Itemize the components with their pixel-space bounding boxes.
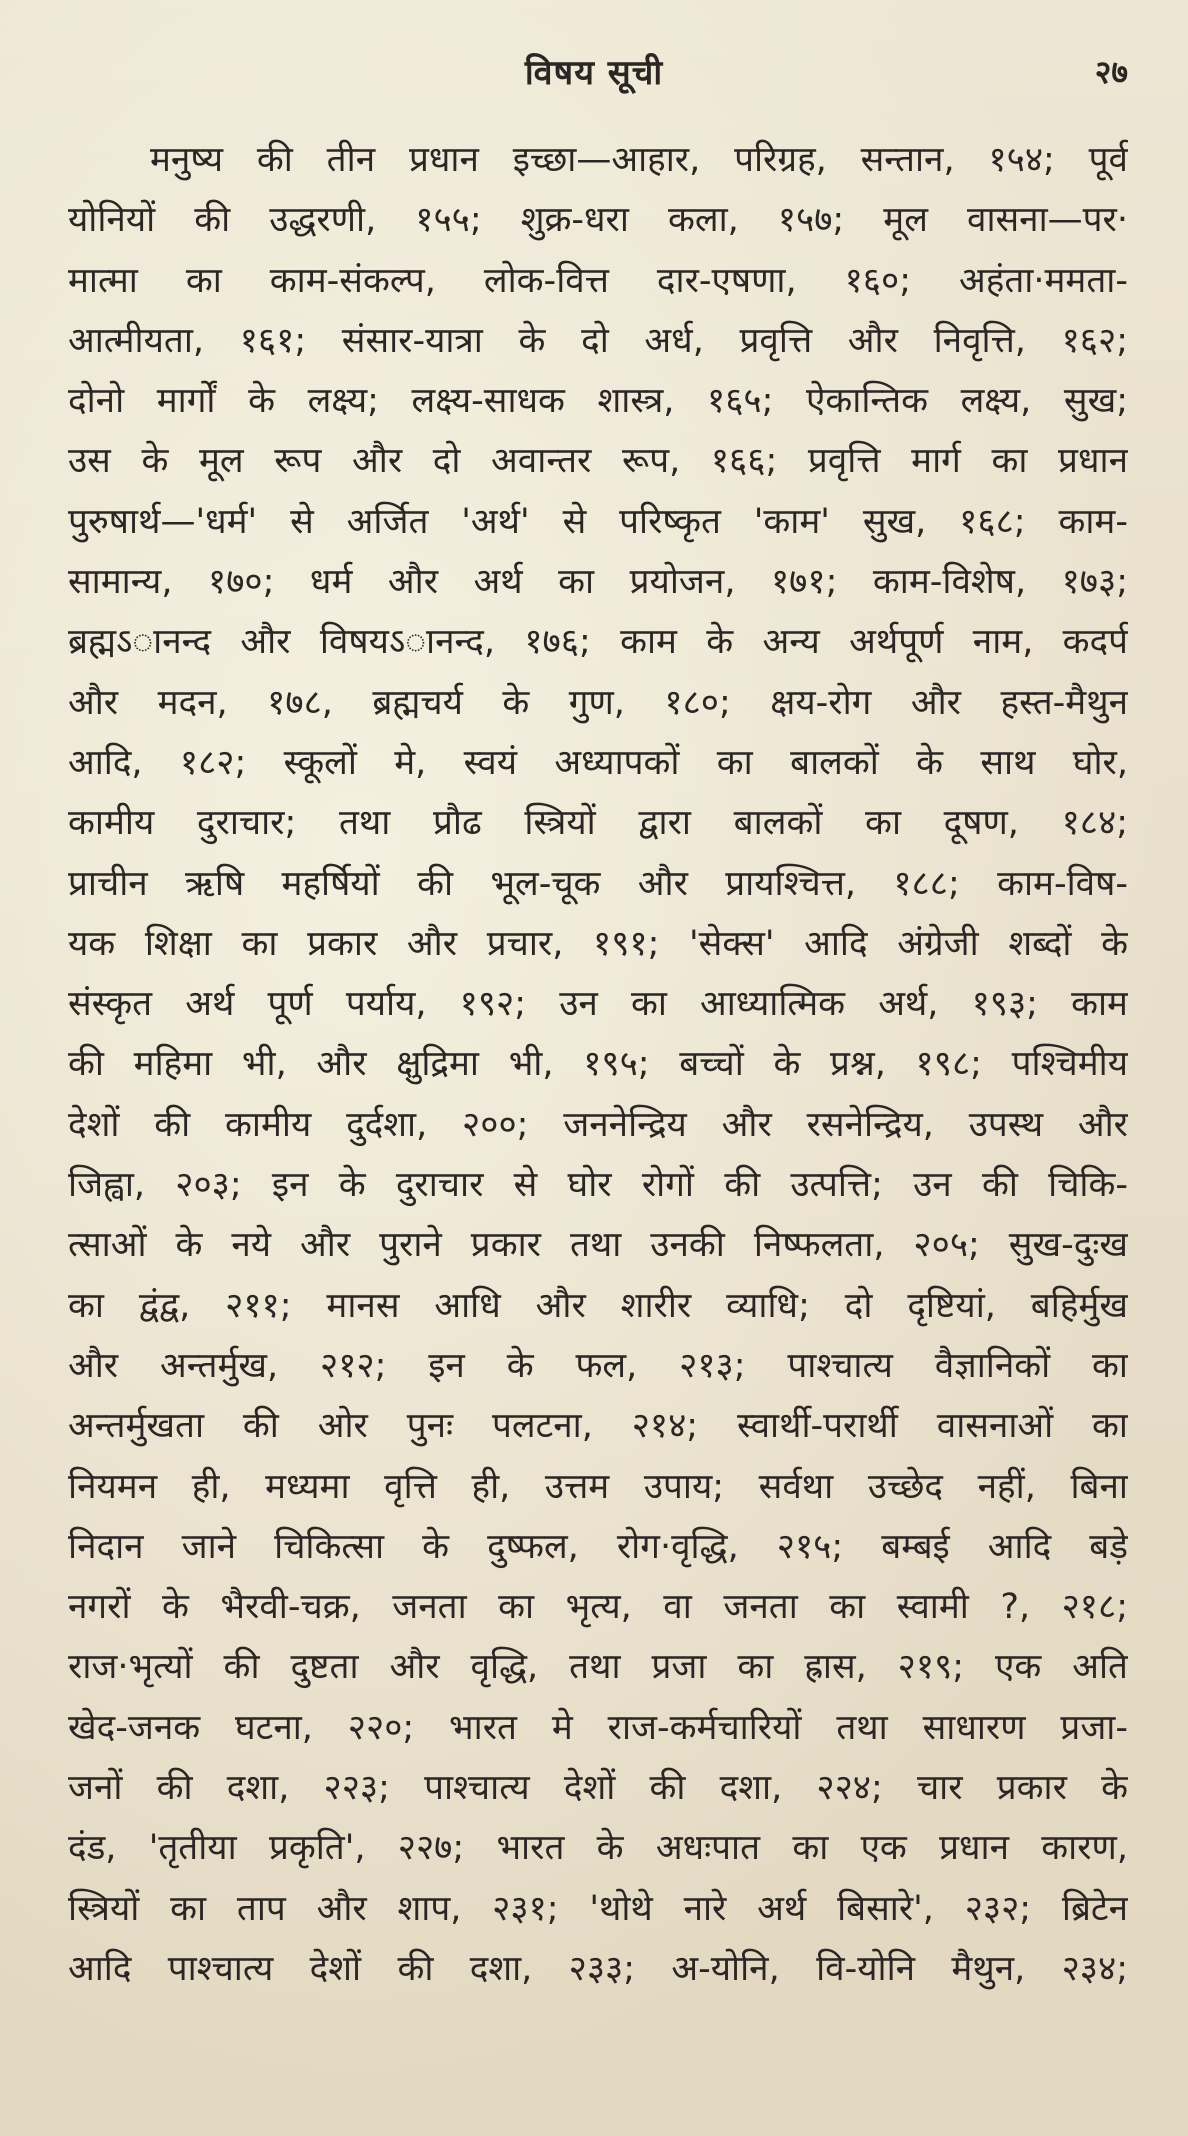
table-of-contents-paragraph <box>68 130 1128 1999</box>
running-title: विषय सूची <box>524 53 664 93</box>
text-line: सामान्य, १७०; धर्म और अर्थ का प्रयोजन, १७१; काम-विशेष, १७३; <box>68 562 1128 603</box>
text-line: जिह्वा, २०३; इन के दुराचार से घोर रोगों की उत्पत्ति; उन की चिकि- <box>68 1165 1128 1206</box>
text-line: देशों की कामीय दुर्दशा, २००; जननेन्द्रिय और रसनेन्द्रिय, उपस्थ और <box>68 1104 1128 1145</box>
text-line: नगरों के भैरवी-चक्र, जनता का भृत्य, वा जनता का स्वामी ?, २१८; <box>68 1587 1128 1628</box>
text-line: उस के मूल रूप और दो अवान्तर रूप, १६६; प्रवृत्ति मार्ग का प्रधान <box>68 441 1128 482</box>
text-line: का द्वंद्व, २११; मानस आधि और शारीर व्याधि; दो दृष्टियां, बहिर्मुख <box>68 1285 1128 1326</box>
text-line: नियमन ही, मध्यमा वृत्ति ही, उत्तम उपाय; सर्वथा उच्छेद नहीं, बिना <box>68 1466 1128 1507</box>
text-line: दोनो मार्गों के लक्ष्य; लक्ष्य-साधक शास्त्र, १६५; ऐकान्तिक लक्ष्य, सुख; <box>68 381 1128 422</box>
text-line: स्त्रियों का ताप और शाप, २३१; 'थोथे नारे अर्थ बिसारे', २३२; ब्रिटेन <box>68 1888 1128 1929</box>
text-line: की महिमा भी, और क्षुद्रिमा भी, १९५; बच्चों के प्रश्न, १९८; पश्चिमीय <box>68 1044 1128 1085</box>
text-line: यक शिक्षा का प्रकार और प्रचार, १९१; 'सेक्स' आदि अंग्रेजी शब्दों के <box>68 923 1128 964</box>
text-line: और मदन, १७८, ब्रह्मचर्य के गुण, १८०; क्षय-रोग और हस्त-मैथुन <box>68 682 1128 723</box>
text-line: कामीय दुराचार; तथा प्रौढ स्त्रियों द्वारा बालकों का दूषण, १८४; <box>68 803 1128 844</box>
text-line: मनुष्य की तीन प्रधान इच्छा—आहार, परिग्रह, सन्तान, १५४; पूर्व <box>150 140 1128 180</box>
text-line: आदि, १८२; स्कूलों मे, स्वयं अध्यापकों का बालकों के साथ घोर, <box>68 742 1128 783</box>
text-line: और अन्तर्मुख, २१२; इन के फल, २१३; पाश्चात्य वैज्ञानिकों का <box>68 1345 1128 1386</box>
text-line: ब्रह्मऽानन्द और विषयऽानन्द, १७६; काम के अन्य अर्थपूर्ण नाम, कदर्प <box>68 622 1128 663</box>
text-line: प्राचीन ऋषि महर्षियों की भूल-चूक और प्रायश्चित्त, १८८; काम-विष- <box>68 863 1128 904</box>
text-line: त्साओं के नये और पुराने प्रकार तथा उनकी निष्फलता, २०५; सुख-दुःख <box>68 1225 1128 1266</box>
text-line: पुरुषार्थ—'धर्म' से अर्जित 'अर्थ' से परिष्कृत 'काम' सुख, १६८; काम- <box>68 501 1128 542</box>
text-line: दंड, 'तृतीया प्रकृति', २२७; भारत के अधःपात का एक प्रधान कारण, <box>68 1828 1128 1869</box>
page-header <box>0 40 1188 100</box>
text-line: संस्कृत अर्थ पूर्ण पर्याय, १९२; उन का आध्यात्मिक अर्थ, १९३; काम <box>68 984 1128 1025</box>
text-line: खेद-जनक घटना, २२०; भारत मे राज-कर्मचारियों तथा साधारण प्रजा- <box>68 1707 1128 1748</box>
text-line: राज·भृत्यों की दुष्टता और वृद्धि, तथा प्रजा का ह्रास, २१९; एक अति <box>68 1647 1128 1688</box>
text-line: मात्मा का काम-संकल्प, लोक-वित्त दार-एषणा, १६०; अहंता·ममता- <box>68 260 1128 301</box>
text-line: आदि पाश्चात्य देशों की दशा, २३३; अ-योनि, वि-योनि मैथुन, २३४; <box>68 1948 1128 1989</box>
text-line: अन्तर्मुखता की ओर पुनः पलटना, २१४; स्वार्थी-परार्थी वासनाओं का <box>68 1406 1128 1447</box>
text-line: योनियों की उद्धरणी, १५५; शुक्र-धरा कला, १५७; मूल वासना—पर· <box>68 200 1128 241</box>
text-line: जनों की दशा, २२३; पाश्चात्य देशों की दशा, २२४; चार प्रकार के <box>68 1768 1128 1809</box>
text-line: आत्मीयता, १६१; संसार-यात्रा के दो अर्ध, प्रवृत्ति और निवृत्ति, १६२; <box>68 320 1128 361</box>
text-line: निदान जाने चिकित्सा के दुष्फल, रोग·वृद्धि, २१५; बम्बई आदि बड़े <box>68 1526 1128 1567</box>
page-number: २७ <box>1094 53 1128 91</box>
